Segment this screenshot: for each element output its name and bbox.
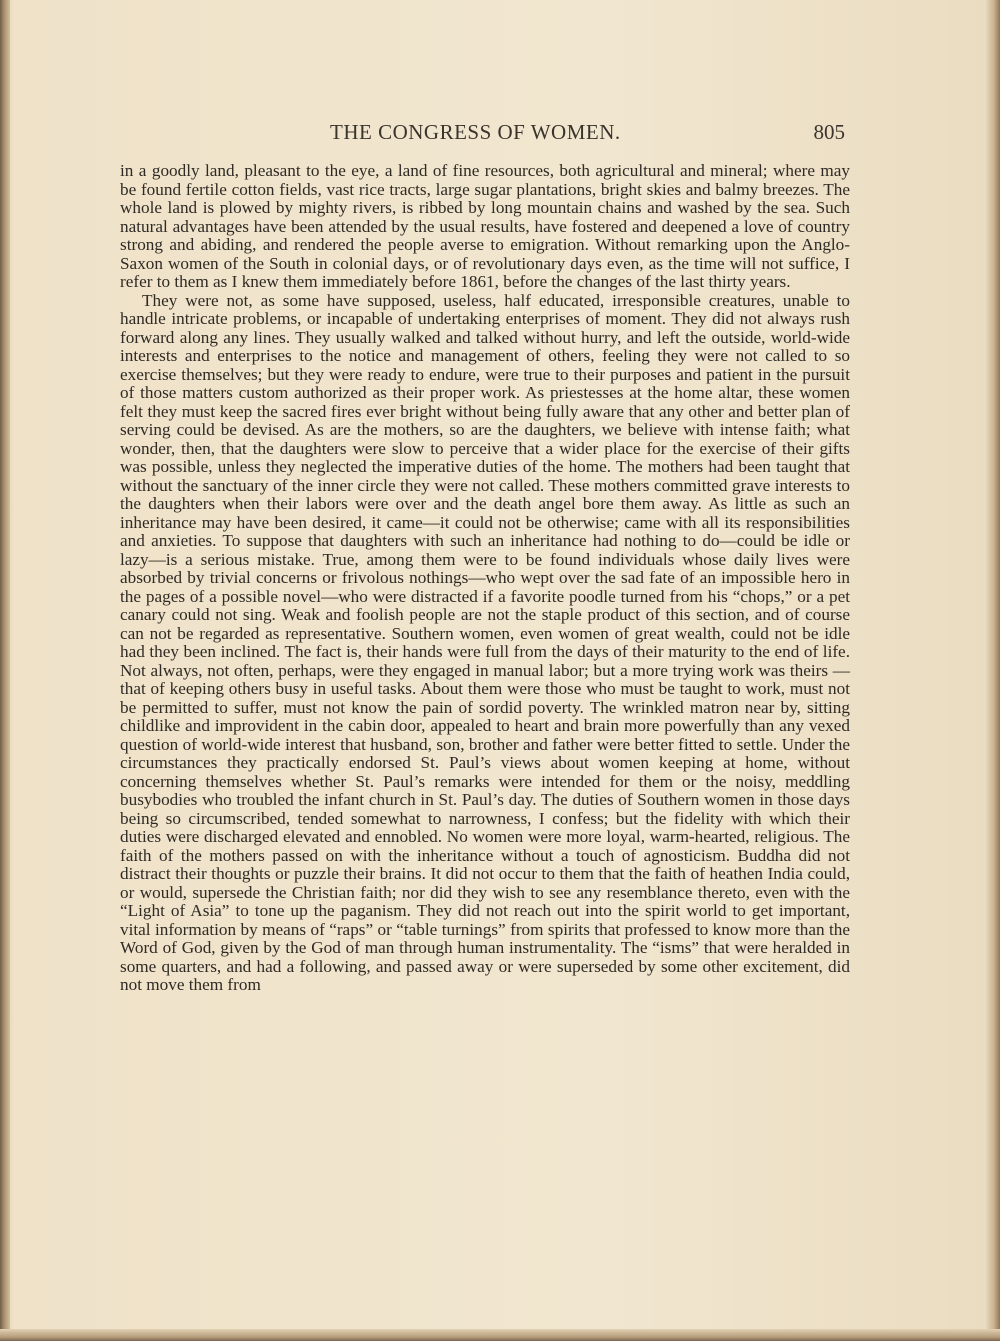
- paragraph: They were not, as some have supposed, useless, half educated, irresponsible creatures, unable to handle intricate problems, or incapable of undertaking enterprises of moment. They did not always rush forward along any lines. They usually walked and talked without hurry, and left the outside, world-wide interests and enterprises to the notice and management of others, feeling they were not called to so exercise themselves; but they were ready to endure, were true to their purposes and patient in the pursuit of those matters custom authorized as their proper work. As priestesses at the home altar, these women felt they must keep the sacred fires ever bright without being fully aware that any other and better plan of serving could be devised. As are the mothers, so are the daughters, we believe with intense faith; what wonder, then, that the daughters were slow to perceive that a wider place for the exercise of their gifts was possible, unless they neglected the imperative duties of the home. The mothers had been taught that without the sanctuary of the inner circle they were not called. These mothers committed grave interests to the daughters when their labors were over and the death angel bore them away. As little as such an inheritance may have been desired, it came—it could not be otherwise; came with all its responsibilities and anxieties. To suppose that daughters with such an inheritance had nothing to do—could be idle or lazy—is a serious mistake. True, among them were to be found individuals whose daily lives were absorbed by trivial concerns or frivolous nothings—who wept over the sad fate of an impossible hero in the pages of a possible novel—who were distracted if a favorite poodle turned from his “chops,” or a pet canary could not sing. Weak and foolish people are not the staple product of this section, and of course can not be regarded as representative. Southern women, even women of great wealth, could not be idle had they been inclined. The fact is, their hands were full from the days of their maturity to the end of life. Not always, not often, perhaps, were they engaged in manual labor; but a more trying work was theirs —that of keeping others busy in useful tasks. About them were those who must be taught to work, must not be permitted to suffer, must not know the pain of sordid poverty. The wrinkled matron near by, sitting childlike and improvident in the cabin door, appealed to heart and brain more powerfully than any vexed question of world-wide interest that husband, son, brother and father were better fitted to settle. Under the circumstances they practically endorsed St. Paul’s views about women keeping at home, without concerning themselves whether St. Paul’s remarks were intended for them or the noisy, meddling busybodies who troubled the infant church in St. Paul’s day. The duties of Southern women in those days being so circumscribed, tended somewhat to narrowness, I confess; but the fidelity with which their duties were discharged elevated and ennobled. No women were more loyal, warm-hearted, religious. The faith of the mothers passed on with the inheritance without a touch of agnosticism. Buddha did not distract their thoughts or puzzle their brains. It did not occur to them that the faith of heathen India could, or would, supersede the Christian faith; nor did they wish to see any resemblance thereto, even with the “Light of Asia” to tone up the paganism. They did not reach out into the spirit world to get important, vital information by means of “raps” or “table turnings” from spirits that professed to know more than the Word of God, given by the God of man through human instrumentality. The “isms” that were heralded in some quarters, and had a following, and passed away or were superseded by some other excitement, did not move them from: [120, 290, 850, 994]
- paragraph-continued: in a goodly land, pleasant to the eye, a land of fine resources, both agricultural and mineral; where may be found fertile cotton fields, vast rice tracts, large sugar plantations, bright skies and balmy breezes. The whole land is plowed by mighty rivers, is ribbed by long mountain chains and washed by the sea. Such natural advantages have been attended by the usual results, have fostered and deepened a love of country strong and abiding, and rendered the people averse to emigration. Without remarking upon the Anglo-Saxon women of the South in colonial days, or of revolutionary days even, as the time will not suffice, I refer to them as I knew them immediately before 1861, before the changes of the last thirty years.: [120, 161, 850, 291]
- page-bottom-edge: [0, 1329, 1000, 1341]
- page-binding-edge: [0, 0, 10, 1341]
- running-title: THE CONGRESS OF WOMEN.: [330, 120, 621, 144]
- page-right-edge: [986, 0, 1000, 1341]
- page-number: 805: [813, 120, 845, 144]
- page-header: [120, 120, 845, 148]
- body-text: [120, 162, 850, 995]
